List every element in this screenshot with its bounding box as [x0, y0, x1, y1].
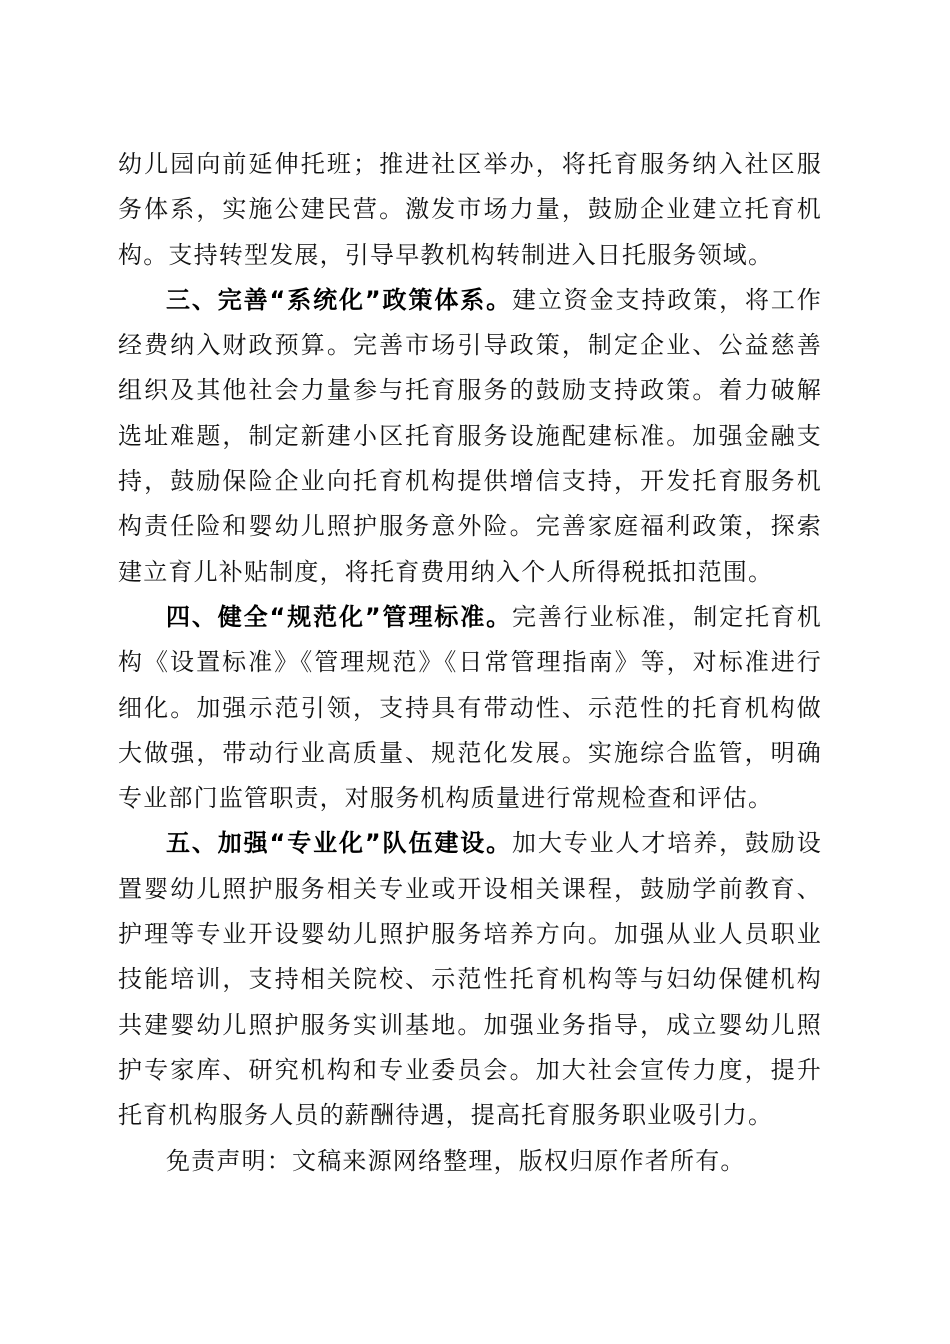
paragraph-body: 幼儿园向前延伸托班；推进社区举办，将托育服务纳入社区服务体系，实施公建民营。激发市场力量，鼓励企业建立托育机构。支持转型发展，引导早教机构转制进入日托服务领域。: [118, 150, 822, 269]
paragraph-team-building: [118, 821, 822, 1138]
paragraph-management-standards: [118, 595, 822, 821]
disclaimer: [118, 1139, 822, 1184]
paragraph-body: 加大专业人才培养，鼓励设置婴幼儿照护服务相关专业或开设相关课程，鼓励学前教育、护理等专业开设婴幼儿照护服务培养方向。加强从业人员职业技能培训，支持相关院校、示范性托育机构等与妇幼保健机构共建婴幼儿照护服务实训基地。加强业务指导，成立婴幼儿照护专家库、研究机构和专业委员会。加大社会宣传力度，提升托育机构服务人员的薪酬待遇，提高托育服务职业吸引力。: [118, 829, 822, 1130]
disclaimer-text: 免责声明：文稿来源网络整理，版权归原作者所有。: [166, 1146, 746, 1175]
paragraph-body: 建立资金支持政策，将工作经费纳入财政预算。完善市场引导政策，制定企业、公益慈善组织及其他社会力量参与托育服务的鼓励支持政策。着力破解选址难题，制定新建小区托育服务设施配建标准。加强金融支持，鼓励保险企业向托育机构提供增信支持，开发托育服务机构责任险和婴幼儿照护服务意外险。完善家庭福利政策，探索建立育儿补贴制度，将托育费用纳入个人所得税抵扣范围。: [118, 285, 822, 586]
paragraph-continuation: [118, 142, 822, 278]
section-heading: 三、完善“系统化”政策体系。: [166, 285, 512, 314]
section-heading: 五、加强“专业化”队伍建设。: [166, 829, 512, 858]
document-body: [118, 142, 822, 1184]
paragraph-body: 完善行业标准，制定托育机构《设置标准》《管理规范》《日常管理指南》等，对标准进行细化。加强示范引领，支持具有带动性、示范性的托育机构做大做强，带动行业高质量、规范化发展。实施综合监管，明确专业部门监管职责，对服务机构质量进行常规检查和评估。: [118, 602, 822, 813]
paragraph-policy-system: [118, 278, 822, 595]
section-heading: 四、健全“规范化”管理标准。: [166, 602, 512, 631]
